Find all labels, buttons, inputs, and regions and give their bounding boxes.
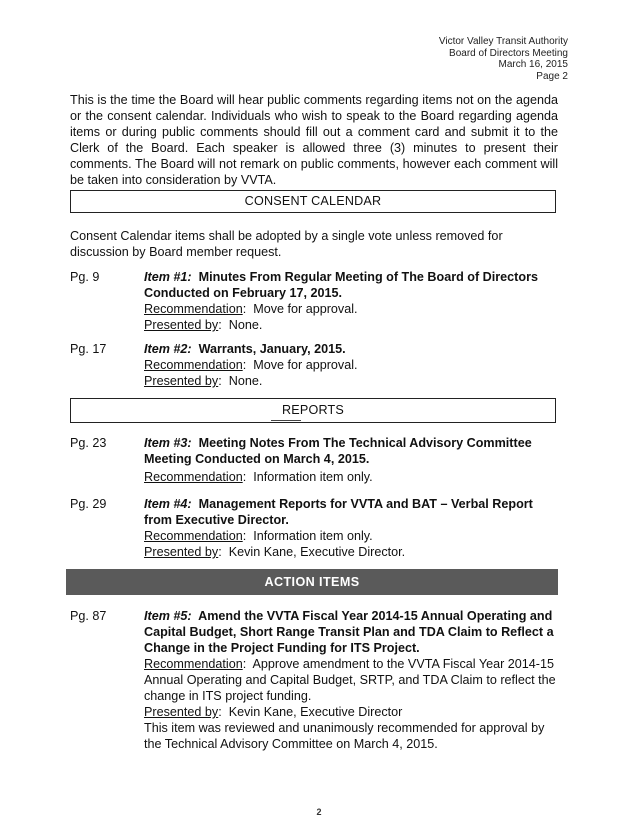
action-items-heading-text: ACTION ITEMS: [264, 575, 360, 589]
action-items-heading: [66, 569, 558, 595]
item-title: [144, 269, 558, 301]
item-title-text: Warrants, January, 2015.: [198, 342, 346, 356]
recommendation-label: Recommendation: [144, 470, 243, 484]
item-title-text: Minutes From Regular Meeting of The Board of Directors Conducted on February 17, 2015.: [144, 270, 538, 300]
presenter-text: None.: [228, 374, 263, 388]
item-presenter: Presented by: None.: [144, 374, 263, 388]
reports-heading: [70, 398, 556, 423]
item-page-ref: Pg. 87: [70, 609, 107, 623]
item-recommendation: Recommendation: Move for approval.: [144, 302, 358, 316]
item-page-ref: Pg. 23: [70, 436, 107, 450]
recommendation-text: Information item only.: [253, 470, 373, 484]
consent-calendar-note: Consent Calendar items shall be adopted by a single vote unless removed for discussion by Board member request.: [70, 229, 503, 259]
item-note: This item was reviewed and unanimously recommended for approval by the Technical Advisory Committee on March 4, 2015.: [144, 721, 545, 751]
item-recommendation: Recommendation: Information item only.: [144, 470, 373, 484]
item-title: [144, 435, 558, 467]
item-recommendation: Recommendation: Move for approval.: [144, 358, 358, 372]
item-label: Item #3:: [144, 436, 192, 450]
item-recommendation: Recommendation: Approve amendment to the VVTA Fiscal Year 2014-15 Annual Operating and Capital Budget, SRTP, and TDA Claim to reflect the change in ITS project funding.: [144, 657, 556, 703]
header-page: Page 2: [536, 70, 568, 82]
recommendation-text: Move for approval.: [253, 302, 358, 316]
item-presenter: Presented by: Kevin Kane, Executive Director.: [144, 545, 406, 559]
item-recommendation: Recommendation: Information item only.: [144, 529, 373, 543]
presenter-label: Presented by: [144, 545, 219, 559]
divider-mark: [271, 420, 301, 421]
reports-heading-text: REPORTS: [281, 403, 345, 417]
consent-calendar-heading-text: CONSENT CALENDAR: [244, 194, 382, 208]
presenter-text: None.: [228, 318, 263, 332]
agenda-item-2: [70, 341, 560, 389]
item-title: [144, 608, 558, 656]
agenda-item-1: [70, 269, 560, 332]
presenter-text: Kevin Kane, Executive Director.: [228, 545, 406, 559]
recommendation-text: Approve amendment to the VVTA Fiscal Year 2014-15 Annual Operating and Capital Budget, SRTP, and TDA Claim to reflect the change in ITS project funding.: [144, 657, 556, 703]
presenter-label: Presented by: [144, 374, 219, 388]
item-title-text: Amend the VVTA Fiscal Year 2014-15 Annual Operating and Capital Budget, Short Range Transit Plan and TDA Claim to Reflect a Change in the Project Funding for ITS Project.: [144, 609, 554, 655]
item-presenter: Presented by: Kevin Kane, Executive Director: [144, 705, 403, 719]
item-label: Item #1:: [144, 270, 192, 284]
item-presenter: Presented by: None.: [144, 318, 263, 332]
item-title-text: Meeting Notes From The Technical Advisory Committee Meeting Conducted on March 4, 2015.: [144, 436, 532, 466]
header-date: March 16, 2015: [498, 59, 568, 70]
item-label: Item #4:: [144, 497, 192, 511]
item-title: [144, 496, 558, 528]
recommendation-text: Move for approval.: [253, 358, 358, 372]
recommendation-label: Recommendation: [144, 358, 243, 372]
item-label: Item #5:: [144, 609, 192, 623]
item-title: [144, 341, 558, 357]
agenda-item-3: [70, 435, 560, 483]
consent-calendar-heading: [70, 190, 556, 213]
page-number: 2: [316, 807, 322, 817]
recommendation-label: Recommendation: [144, 657, 243, 671]
item-page-ref: Pg. 29: [70, 497, 107, 511]
page-header: [439, 36, 568, 82]
presenter-text: Kevin Kane, Executive Director: [228, 705, 403, 719]
item-title-text: Management Reports for VVTA and BAT – Verbal Report from Executive Director.: [144, 497, 533, 527]
presenter-label: Presented by: [144, 318, 219, 332]
agenda-item-5: [70, 608, 560, 751]
item-page-ref: Pg. 9: [70, 270, 100, 284]
recommendation-label: Recommendation: [144, 302, 243, 316]
header-org: Victor Valley Transit Authority: [438, 36, 568, 47]
item-page-ref: Pg. 17: [70, 342, 107, 356]
header-meeting: Board of Directors Meeting: [449, 47, 568, 59]
recommendation-text: Information item only.: [253, 529, 373, 543]
recommendation-label: Recommendation: [144, 529, 243, 543]
item-label: Item #2:: [144, 342, 192, 356]
presenter-label: Presented by: [144, 705, 219, 719]
agenda-item-4: [70, 496, 560, 560]
public-comment-paragraph: This is the time the Board will hear public comments regarding items not on the agenda or the consent calendar. Individuals who wish to speak to the Board regarding agenda items or during public comments should fill out a comment card and submit it to the Clerk of the Board. Each speaker is allowed three (3) minutes to present their comments. The Board will not remark on public comments, however each comment will be taken into consideration by VVTA.: [70, 93, 558, 187]
